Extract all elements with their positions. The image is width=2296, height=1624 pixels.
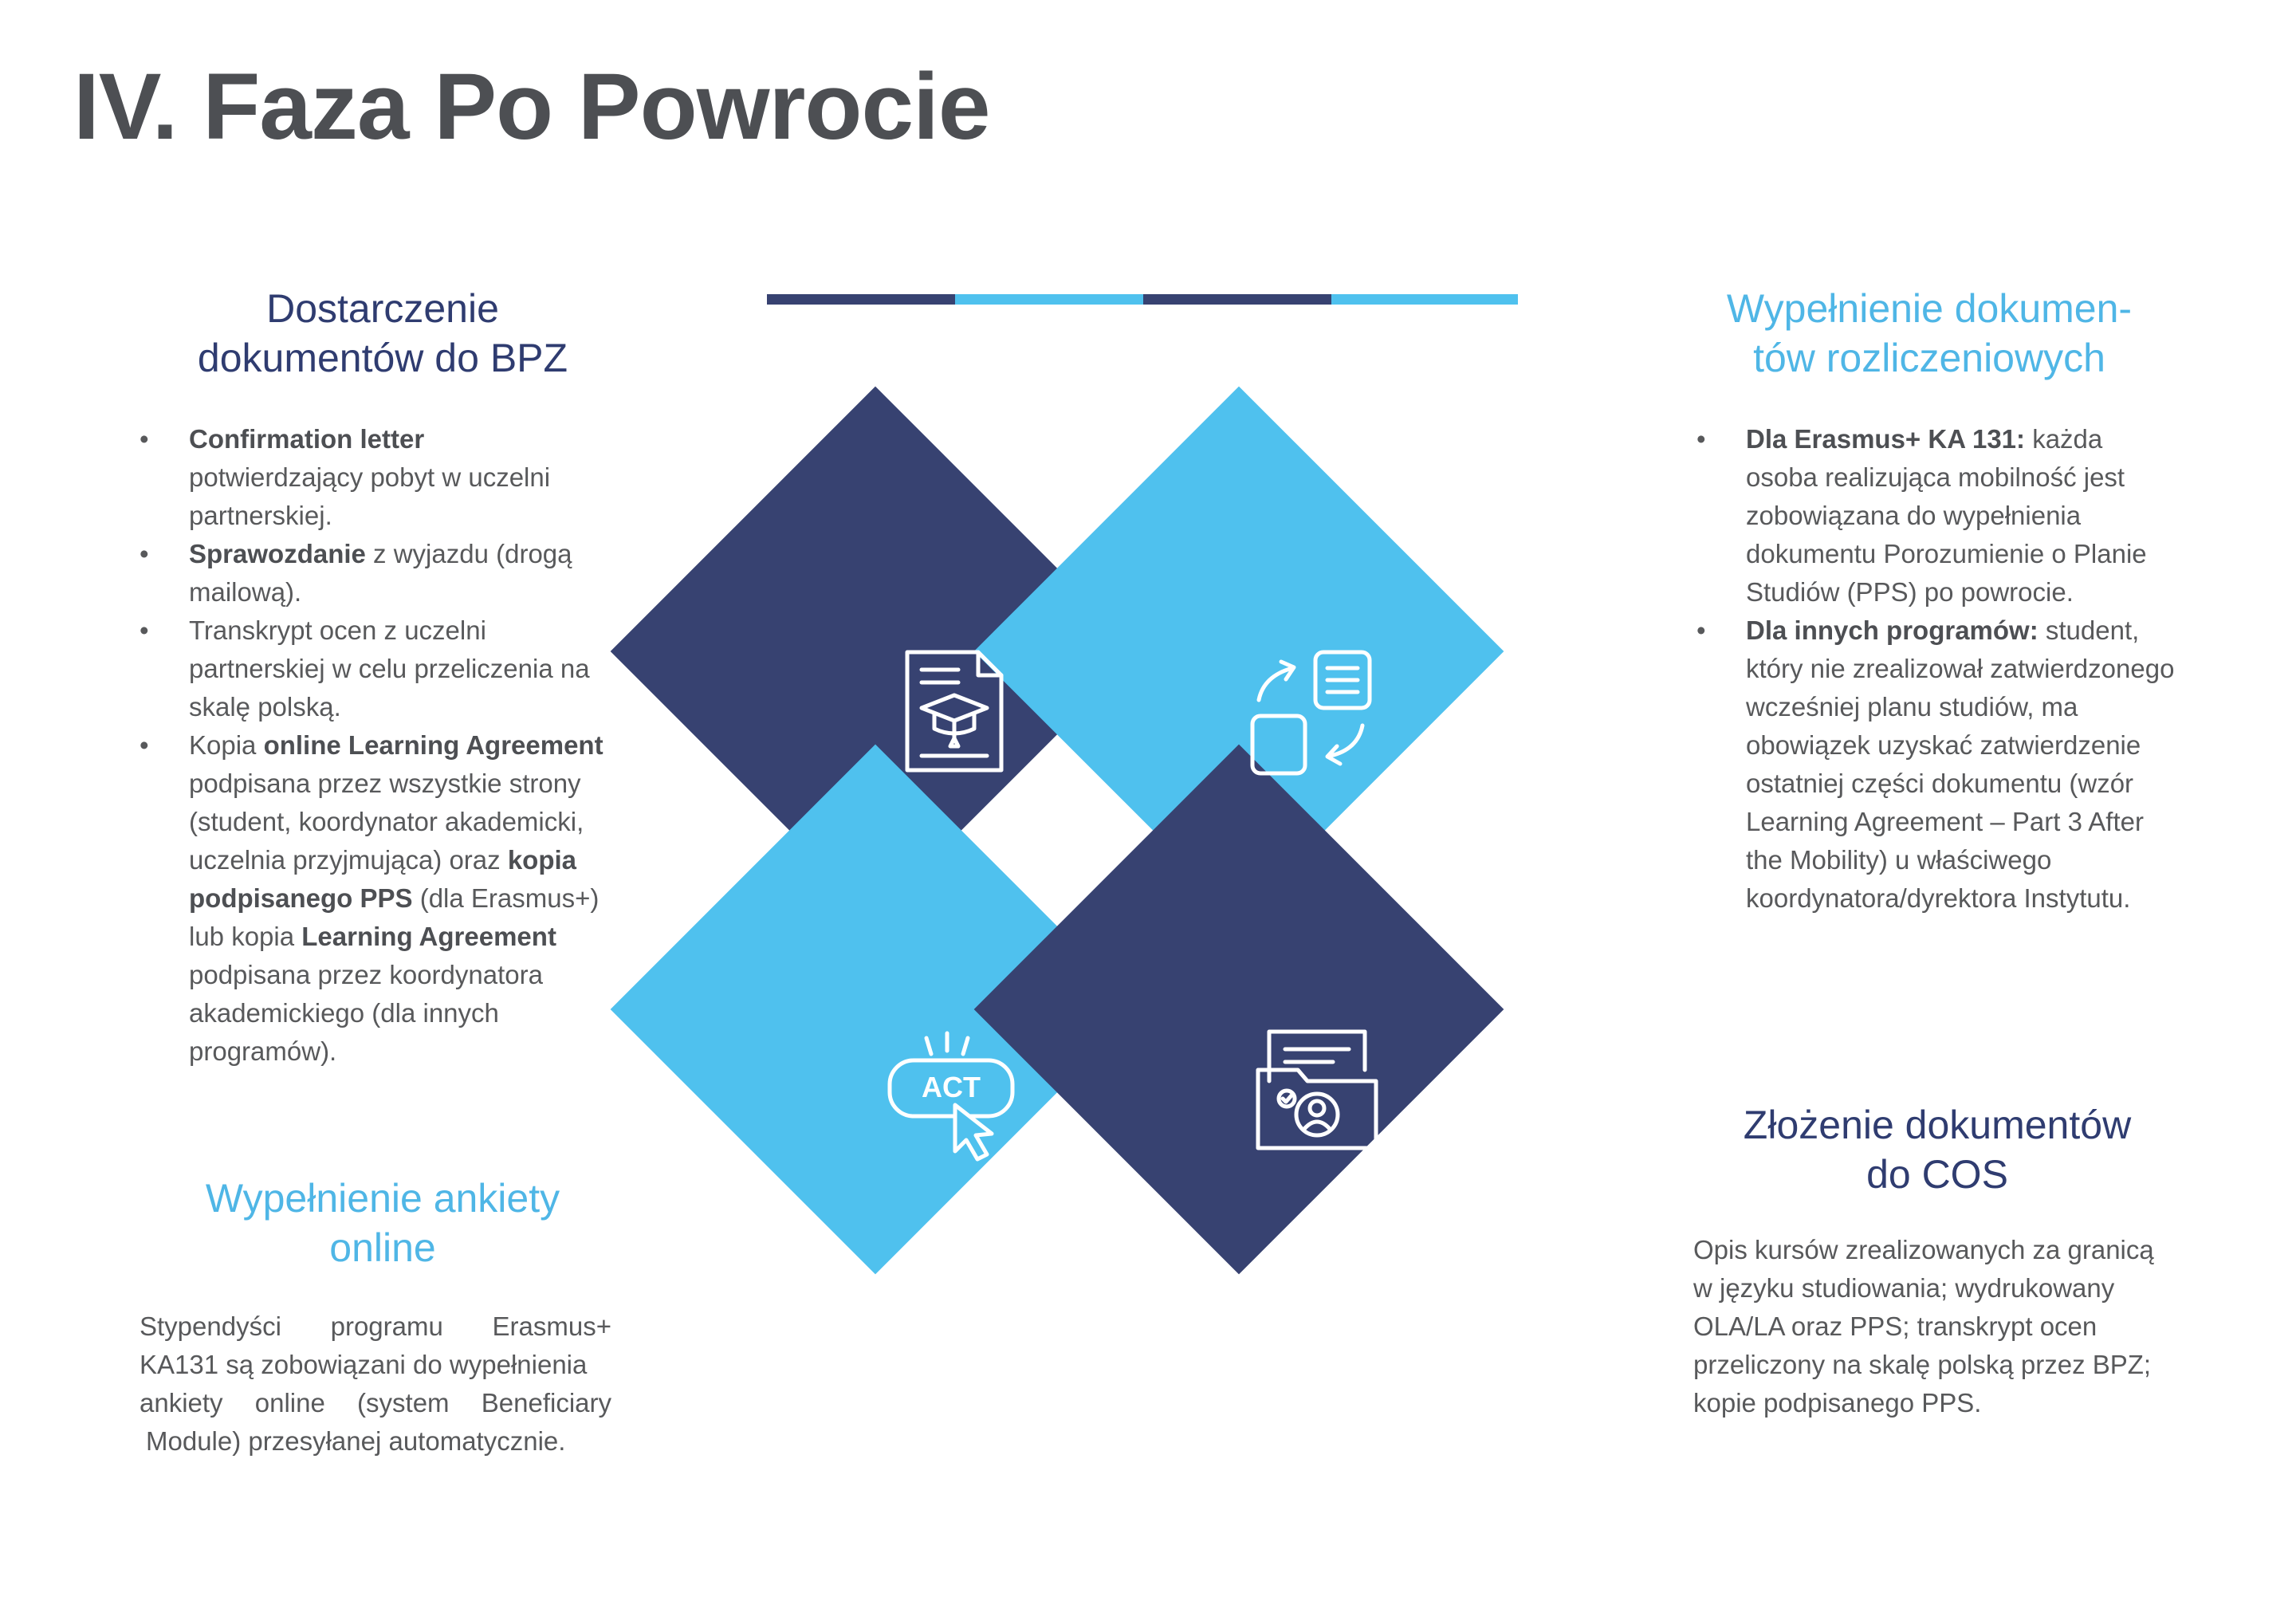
section-cos	[1666, 1100, 2208, 1199]
bullet: •	[140, 424, 149, 454]
item-bold: Dla Erasmus+ KA 131:	[1746, 424, 2026, 454]
folder-profile-icon	[1253, 1025, 1381, 1153]
item-text: każda osoba realizująca mobilność jest zobowiązana do wypełnienia dokumentu Porozumienie o Planie Studiów (PPS) po powrocie.	[1746, 424, 2147, 607]
list-item	[140, 420, 626, 535]
heading-line: online	[329, 1225, 436, 1270]
bullet: •	[1696, 615, 1706, 645]
cos-body: Opis kursów zrealizowanych za granicą w języku studiowania; wydrukowany OLA/LA oraz PPS; transkrypt ocen przeliczony na skalę polską przez BPZ; kopie podpisanego PPS.	[1693, 1235, 2154, 1418]
bullet: •	[140, 615, 149, 645]
decor-bar-3	[1143, 294, 1331, 305]
decor-bar-4	[1331, 294, 1518, 305]
section-survey	[136, 1174, 630, 1272]
section-survey-heading	[136, 1174, 630, 1272]
heading-line: tów rozliczeniowych	[1753, 336, 2105, 380]
bpz-list	[140, 420, 626, 1071]
item-text: (dla Erasmus+) lub kopia	[189, 883, 600, 951]
item-text: Kopia	[189, 730, 264, 760]
heading-line: dokumentów do BPZ	[197, 336, 568, 380]
survey-line: Stypendyści programu Erasmus+	[140, 1311, 611, 1341]
diamond-bottom-right	[974, 745, 1504, 1275]
item-text: Transkrypt ocen z uczelni partnerskiej w celu przeliczenia na skalę polską.	[189, 615, 590, 722]
item-bold: Learning Agreement	[301, 922, 556, 951]
list-item	[140, 611, 626, 726]
act-label: ACT	[922, 1071, 981, 1103]
item-text: podpisana przez wszystkie strony (student, koordynator akademicki, uczelnia przyjmująca) oraz	[189, 769, 584, 875]
item-bold: kopia podpisanego PPS	[189, 845, 577, 913]
item-bold: online Learning Agreement	[263, 730, 603, 760]
bullet: •	[1696, 424, 1706, 454]
decor-bar-1	[767, 294, 955, 305]
act-click-icon	[885, 1028, 1020, 1164]
item-text: podpisana przez koordynatora akademickiego (dla innych programów).	[189, 960, 543, 1066]
list-item	[1696, 420, 2175, 611]
section-settlement-heading	[1658, 284, 2200, 383]
bullet: •	[140, 539, 149, 568]
survey-line: ankiety online (system Beneficiary	[140, 1388, 611, 1418]
survey-line: Module) przesyłanej automatycznie.	[146, 1426, 566, 1456]
survey-line: KA131 są zobowiązani do wypełnienia	[140, 1350, 588, 1379]
decor-bar-2	[955, 294, 1143, 305]
exchange-documents-icon	[1248, 647, 1375, 779]
list-item	[140, 535, 626, 611]
heading-line: do COS	[1866, 1152, 2008, 1197]
settlement-list	[1696, 420, 2175, 918]
item-bold: Confirmation letter	[189, 424, 425, 454]
diploma-document-icon	[902, 647, 1006, 775]
page-title: IV. Faza Po Powrocie	[73, 54, 990, 159]
heading-line: Wypełnienie ankiety	[205, 1176, 560, 1221]
item-text: potwierdzający pobyt w uczelni partnerskiej.	[189, 462, 551, 530]
section-cos-heading	[1666, 1100, 2208, 1199]
section-settlement	[1658, 284, 2200, 383]
item-text: student, który nie zrealizował zatwierdzonego wcześniej planu studiów, ma obowiązek uzyskać zatwierdzenie ostatniej części dokumentu (wzór Learning Agreement – Part 3 After the Mobility) u właściwego koordynatora/dyrektora Instytutu.	[1746, 615, 2175, 913]
list-item	[140, 726, 626, 1071]
section-bpz	[136, 284, 630, 383]
survey-body	[140, 1307, 611, 1461]
heading-line: Wypełnienie dokumen-	[1726, 286, 2133, 331]
list-item	[1696, 611, 2175, 918]
bullet: •	[140, 730, 149, 760]
item-text: z wyjazdu (drogą mailową).	[189, 539, 572, 607]
item-bold: Dla innych programów:	[1746, 615, 2038, 645]
section-bpz-heading	[136, 284, 630, 383]
heading-line: Złożenie dokumentów	[1743, 1103, 2132, 1147]
item-bold: Sprawozdanie	[189, 539, 366, 568]
heading-line: Dostarczenie	[266, 286, 499, 331]
